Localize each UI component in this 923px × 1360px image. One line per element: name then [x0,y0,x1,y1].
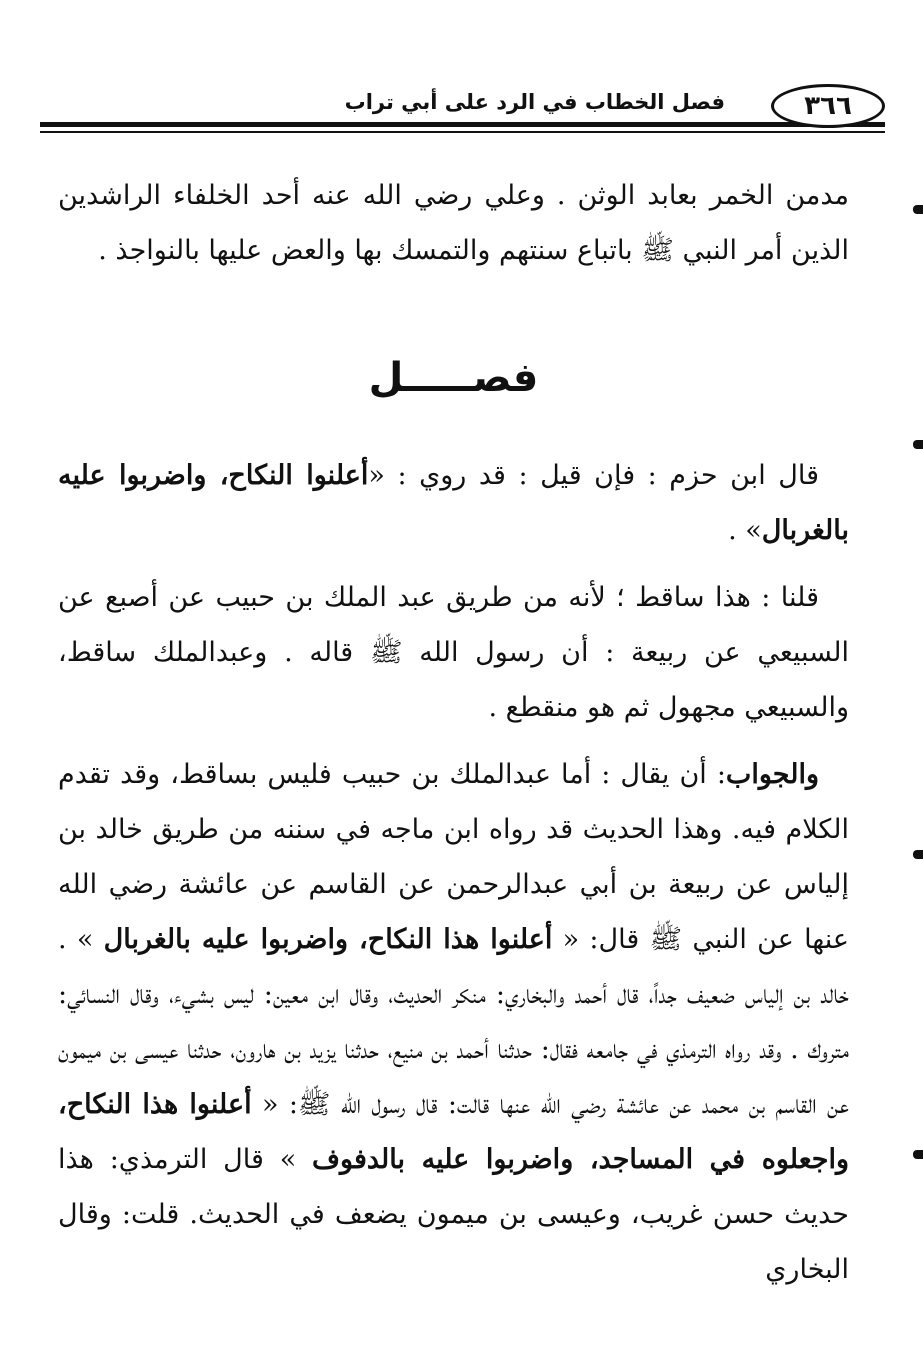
paragraph-text: » . خالد بن إلياس ضعيف جداً، قال أحمد والبخاري: منكر الحديث، وقال ابن معين: ليس بشيء، وقال النسائي: متروك . وقد رواه الترمذي في جامعه فقال: حدثنا أحمد بن منيع، حدثنا يزيد بن هارون، حدثنا عيسى بن ميمون عن القاسم بن محمد عن عائشة رضي الله عنها قالت: قال رسول الله ﷺ: « [58,924,849,1120]
edge-mark [913,205,923,214]
paragraph-answer [58,747,849,1297]
header-rule-thin [40,131,885,133]
paragraph-text: » . [728,515,762,546]
edge-mark [913,1150,923,1159]
paragraph-ibn-hazm [58,448,849,558]
hadith-quote: أعلنوا هذا النكاح، واضربوا عليه بالغربال [103,924,553,955]
paragraph-text: » قال الترمذي: هذا حديث حسن غريب، وعيسى بن ميمون يضعف في الحديث. قلت: وقال البخاري [58,1144,849,1285]
hadith-quote: أعلنوا النكاح، واضربوا عليه بالغربال [58,460,849,546]
running-header [40,78,885,138]
paragraph-qulna: قلنا : هذا ساقط ؛ لأنه من طريق عبد الملك بن حبيب عن أصبع عن السبيعي عن ربيعة : أن رسول الله ﷺ قاله . وعبدالملك ساقط، والسبيعي مجهول ثم هو منقطع . [58,582,849,723]
answer-label: والجواب [725,759,819,790]
header-rule [40,122,885,127]
paragraph-text: قال ابن حزم : فإن قيل : قد روي : « [368,460,819,491]
section-heading: فصـــــل [368,355,539,401]
edge-mark [913,440,923,449]
running-header-title: فصل الخطاب في الرد على أبي تراب [344,90,725,114]
hadith-quote: أعلنوا هذا النكاح، واجعلوه في المساجد، واضربوا عليه بالدفوف [58,1089,849,1175]
paragraph-text: : أن يقال : أما عبدالملك بن حبيب فليس بساقط، وقد تقدم الكلام فيه. وهذا الحديث قد رواه ابن ماجه في سننه من طريق خالد بن إلياس عن ربيعة بن أبي عبدالرحمن عن القاسم عن عائشة رضي الله عنها عن النبي ﷺ قال: « [58,759,849,955]
edge-mark [913,850,923,859]
page-number: ٣٦٦ [771,84,885,128]
page-body [58,168,849,1309]
intro-paragraph: مدمن الخمر بعابد الوثن . وعلي رضي الله عنه أحد الخلفاء الراشدين الذين أمر النبي ﷺ باتباع سنتهم والتمسك بها والعض عليها بالنواجذ . [58,180,849,266]
